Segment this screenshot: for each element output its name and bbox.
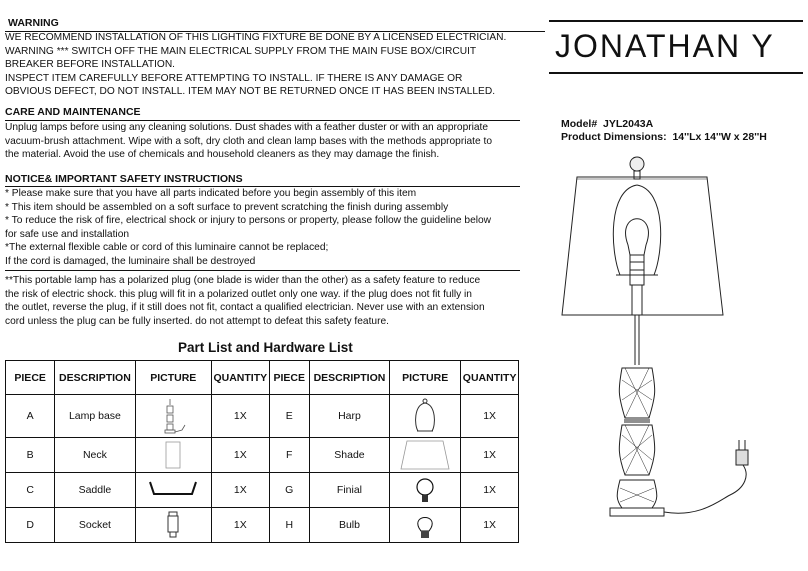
dimensions-label: Product Dimensions: — [561, 131, 667, 143]
description-cell: Neck — [55, 438, 135, 473]
piece-cell: C — [6, 473, 55, 508]
neck-icon — [163, 440, 183, 470]
care-text — [5, 121, 492, 162]
column-header: PICTURE — [135, 361, 211, 395]
picture-cell — [135, 473, 211, 508]
column-header: QUANTITY — [211, 361, 269, 395]
description-cell: Harp — [309, 395, 389, 438]
quantity-cell: 1X — [211, 508, 269, 543]
piece-cell: E — [269, 395, 309, 438]
parts-table-header-row — [6, 361, 519, 395]
dimensions-value: 14''Lx 14''W x 28''H — [672, 131, 767, 143]
description-cell: Shade — [309, 438, 389, 473]
harp-icon — [410, 397, 440, 435]
table-row — [6, 508, 519, 543]
lamp-illustration-icon — [560, 150, 760, 520]
brand-logo — [549, 20, 803, 74]
description-cell: Saddle — [55, 473, 135, 508]
plug-line: the outlet, reverse the plug, if it still does not fit, contact a qualified electrician. Never use with an extension — [5, 302, 485, 314]
picture-cell — [390, 508, 461, 543]
dimensions-line — [561, 130, 767, 144]
plug-line: the risk of electric shock. this plug will fit in a polarized outlet only one way. if the plug does not fit fully in — [5, 288, 472, 300]
warning-line: WE RECOMMEND INSTALLATION OF THIS LIGHTING FIXTURE BE DONE BY A LICENSED ELECTRICIAN. — [5, 32, 507, 43]
picture-cell — [390, 438, 461, 473]
care-heading: CARE AND MAINTENANCE — [5, 106, 141, 118]
column-header: DESCRIPTION — [55, 361, 135, 395]
warning-line: BREAKER BEFORE INSTALLATION. — [5, 59, 176, 71]
warning-line: INSPECT ITEM CAREFULLY BEFORE ATTEMPTING TO INSTALL. IF THERE IS ANY DAMAGE OR — [5, 72, 463, 84]
quantity-cell: 1X — [461, 395, 519, 438]
column-header: PIECE — [269, 361, 309, 395]
care-line: Unplug lamps before using any cleaning solutions. Dust shades with a feather duster or with an appropriate — [5, 122, 489, 133]
notice-text — [5, 187, 491, 269]
care-line: vacuum-brush attachment. Wipe with a soft, dry cloth and clean lamp bases with the methods appropriate to — [5, 135, 492, 147]
finial-icon — [413, 476, 437, 504]
warning-text — [5, 31, 506, 99]
notice-line: * This item should be assembled on a soft surface to prevent scratching the finish during assembly — [5, 201, 449, 213]
model-line — [561, 117, 653, 131]
picture-cell — [390, 473, 461, 508]
column-header: DESCRIPTION — [309, 361, 389, 395]
picture-cell — [135, 508, 211, 543]
table-row — [6, 438, 519, 473]
socket-icon — [165, 510, 181, 540]
plug-line: **This portable lamp has a polarized plug (one blade is wider than the other) as a safety feature to reduce — [5, 275, 481, 286]
divider — [5, 31, 545, 32]
warning-heading: WARNING — [8, 17, 59, 29]
lamp-base-icon — [158, 397, 188, 435]
description-cell: Socket — [55, 508, 135, 543]
table-row — [6, 473, 519, 508]
saddle-icon — [148, 478, 198, 502]
warning-line: OBVIOUS DEFECT, DO NOT INSTALL. ITEM MAY NOT BE RETURNED ONCE IT HAS BEEN INSTALLED. — [5, 86, 496, 98]
picture-cell — [135, 395, 211, 438]
brand-name: JONATHAN Y — [555, 28, 775, 64]
notice-line: *The external flexible cable or cord of this luminaire cannot be replaced; — [5, 242, 329, 254]
picture-cell — [390, 395, 461, 438]
column-header: QUANTITY — [461, 361, 519, 395]
quantity-cell: 1X — [211, 473, 269, 508]
quantity-cell: 1X — [211, 395, 269, 438]
plug-line: cord unless the plug can be fully inserted. do not attempt to defeat this safety feature. — [5, 315, 389, 327]
plug-text — [5, 274, 485, 328]
quantity-cell: 1X — [461, 473, 519, 508]
piece-cell: G — [269, 473, 309, 508]
picture-cell — [135, 438, 211, 473]
piece-cell: A — [6, 395, 55, 438]
quantity-cell: 1X — [211, 438, 269, 473]
table-row — [6, 395, 519, 438]
shade-icon — [399, 439, 451, 471]
piece-cell: D — [6, 508, 55, 543]
parts-table-title: Part List and Hardware List — [178, 340, 353, 355]
notice-line: for safe use and installation — [5, 228, 130, 240]
parts-table — [5, 360, 519, 543]
notice-line: * Please make sure that you have all parts indicated before you begin assembly of this item — [5, 188, 417, 199]
description-cell: Bulb — [309, 508, 389, 543]
description-cell: Lamp base — [55, 395, 135, 438]
piece-cell: B — [6, 438, 55, 473]
piece-cell: F — [269, 438, 309, 473]
model-number: JYL2043A — [603, 118, 654, 130]
quantity-cell: 1X — [461, 438, 519, 473]
description-cell: Finial — [309, 473, 389, 508]
bulb-icon — [414, 510, 436, 540]
notice-line: If the cord is damaged, the luminaire shall be destroyed — [5, 255, 256, 267]
warning-line: WARNING *** SWITCH OFF THE MAIN ELECTRICAL SUPPLY FROM THE MAIN FUSE BOX/CIRCUIT — [5, 45, 477, 57]
quantity-cell: 1X — [461, 508, 519, 543]
notice-line: * To reduce the risk of fire, electrical shock or injury to persons or property, please follow the guideline below — [5, 215, 492, 227]
column-header: PICTURE — [390, 361, 461, 395]
column-header: PIECE — [6, 361, 55, 395]
notice-heading: NOTICE& IMPORTANT SAFETY INSTRUCTIONS — [5, 173, 243, 185]
model-label: Model# — [561, 118, 598, 130]
divider — [5, 270, 520, 271]
piece-cell: H — [269, 508, 309, 543]
care-line: the material. Avoid the use of chemicals and household cleaners as they may damage the finish. — [5, 149, 440, 161]
